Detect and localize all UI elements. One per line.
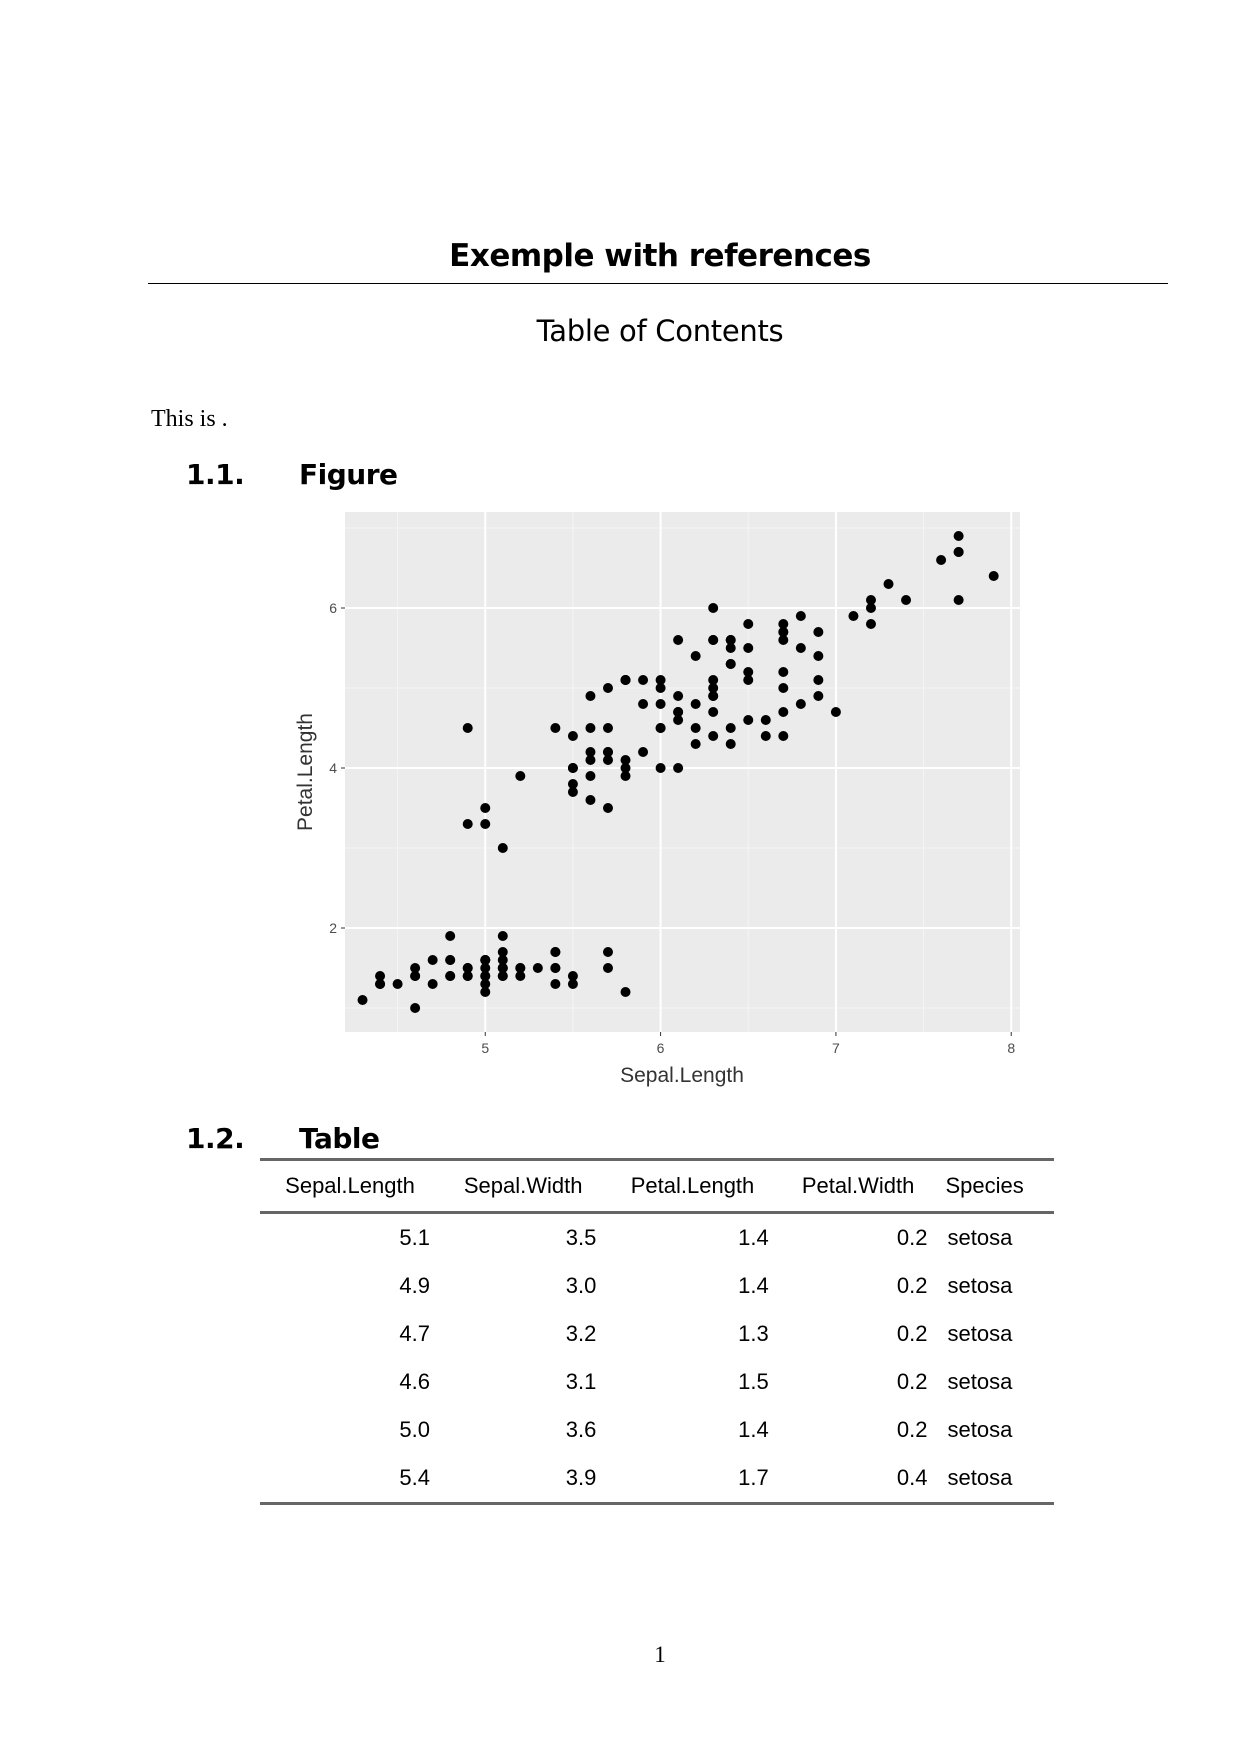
table-cell: 1.5 xyxy=(738,1369,769,1394)
table-cell: 3.5 xyxy=(565,1225,597,1250)
column-header: Petal.Length xyxy=(606,1160,778,1213)
table-row xyxy=(260,1310,1054,1358)
data-point xyxy=(726,739,736,749)
column-header: Petal.Width xyxy=(779,1160,938,1213)
data-point xyxy=(778,683,788,693)
column-header: Sepal.Width xyxy=(440,1160,606,1213)
document-title: Exemple with references xyxy=(449,238,871,274)
data-point xyxy=(445,931,455,941)
table-cell: 0.2 xyxy=(896,1321,928,1346)
table-cell: 3.1 xyxy=(565,1369,597,1394)
data-point xyxy=(954,595,964,605)
data-point xyxy=(884,579,894,589)
data-point xyxy=(621,675,631,685)
section-title-table: Table xyxy=(299,1122,380,1155)
data-point xyxy=(866,619,876,629)
table-cell: 1.7 xyxy=(738,1465,769,1490)
data-point xyxy=(568,979,578,989)
table-cell: setosa xyxy=(947,1369,1013,1394)
data-point xyxy=(603,803,613,813)
data-point xyxy=(621,763,631,773)
data-point xyxy=(638,675,648,685)
data-point xyxy=(673,715,683,725)
toc-heading: Table of Contents xyxy=(536,314,784,348)
table-cell: 4.7 xyxy=(399,1321,430,1346)
data-point xyxy=(936,555,946,565)
table-cell: 3.9 xyxy=(565,1465,597,1490)
data-point xyxy=(708,635,718,645)
table-cell: 1.4 xyxy=(738,1225,769,1250)
data-point xyxy=(691,723,701,733)
data-point xyxy=(796,611,806,621)
data-point xyxy=(866,603,876,613)
data-point xyxy=(550,963,560,973)
table-cell: 0.2 xyxy=(896,1225,928,1250)
table-cell: 0.2 xyxy=(896,1369,928,1394)
data-point xyxy=(691,651,701,661)
data-point xyxy=(515,963,525,973)
data-point xyxy=(603,947,613,957)
x-tick-label: 8 xyxy=(1007,1040,1016,1056)
data-point xyxy=(726,723,736,733)
data-point xyxy=(848,611,858,621)
data-point xyxy=(498,843,508,853)
data-point xyxy=(778,707,788,717)
data-point xyxy=(656,763,666,773)
data-point xyxy=(480,955,490,965)
y-tick-label: 4 xyxy=(329,760,337,776)
table-cell: 0.2 xyxy=(896,1417,928,1442)
table-row xyxy=(260,1262,1054,1310)
data-point xyxy=(358,995,368,1005)
data-point xyxy=(761,731,771,741)
data-point xyxy=(498,931,508,941)
data-point xyxy=(726,643,736,653)
table-row xyxy=(260,1454,1054,1504)
table-row xyxy=(260,1358,1054,1406)
table-header-row xyxy=(260,1160,1054,1213)
table-cell: 3.0 xyxy=(565,1273,597,1298)
data-point xyxy=(410,971,420,981)
data-point xyxy=(498,955,508,965)
data-point xyxy=(393,979,403,989)
table-row xyxy=(260,1406,1054,1454)
data-point xyxy=(603,723,613,733)
data-point xyxy=(673,691,683,701)
data-point xyxy=(585,691,595,701)
data-point xyxy=(831,707,841,717)
data-point xyxy=(463,723,473,733)
column-header: Sepal.Length xyxy=(260,1160,440,1213)
data-point xyxy=(708,707,718,717)
data-point xyxy=(954,531,964,541)
y-axis-title: Petal.Length xyxy=(294,713,317,831)
data-point xyxy=(813,675,823,685)
y-tick-label: 6 xyxy=(329,600,337,616)
data-point xyxy=(796,643,806,653)
data-point xyxy=(708,731,718,741)
data-point xyxy=(568,731,578,741)
data-point xyxy=(603,755,613,765)
data-point xyxy=(656,723,666,733)
data-point xyxy=(813,651,823,661)
data-point xyxy=(708,603,718,613)
data-point xyxy=(550,947,560,957)
data-point xyxy=(708,683,718,693)
data-point xyxy=(691,699,701,709)
table-cell: 5.1 xyxy=(399,1225,430,1250)
data-point xyxy=(743,619,753,629)
data-point xyxy=(796,699,806,709)
data-point xyxy=(656,683,666,693)
column-header: Species xyxy=(937,1160,1054,1213)
table-cell: setosa xyxy=(947,1465,1013,1490)
data-point xyxy=(428,979,438,989)
data-point xyxy=(673,763,683,773)
data-point xyxy=(568,763,578,773)
data-point xyxy=(638,747,648,757)
data-point xyxy=(410,1003,420,1013)
data-point xyxy=(463,971,473,981)
data-point xyxy=(550,723,560,733)
page-number: 1 xyxy=(654,1642,666,1667)
data-point xyxy=(621,987,631,997)
data-point xyxy=(813,691,823,701)
table-cell: 1.3 xyxy=(738,1321,769,1346)
data-point xyxy=(638,699,648,709)
data-point xyxy=(778,731,788,741)
table-cell: 4.9 xyxy=(399,1273,430,1298)
data-point xyxy=(691,739,701,749)
plot-panel xyxy=(345,512,1020,1032)
y-tick-label: 2 xyxy=(329,920,337,936)
table-cell: 0.2 xyxy=(896,1273,928,1298)
table-cell: setosa xyxy=(947,1321,1013,1346)
data-point xyxy=(656,699,666,709)
data-point xyxy=(375,979,385,989)
data-point xyxy=(480,819,490,829)
data-point xyxy=(743,715,753,725)
data-point xyxy=(954,547,964,557)
data-table xyxy=(260,1158,1054,1505)
data-point xyxy=(778,667,788,677)
table-cell: setosa xyxy=(947,1417,1013,1442)
table-cell: 5.0 xyxy=(399,1417,430,1442)
data-point xyxy=(568,787,578,797)
table-cell: 3.6 xyxy=(565,1417,597,1442)
data-point xyxy=(445,971,455,981)
data-point xyxy=(813,627,823,637)
data-point xyxy=(901,595,911,605)
data-point xyxy=(550,979,560,989)
data-point xyxy=(726,659,736,669)
table-cell: 4.6 xyxy=(399,1369,430,1394)
data-point xyxy=(585,747,595,757)
intro-text: This is . xyxy=(151,406,228,432)
data-point xyxy=(989,571,999,581)
x-tick-label: 5 xyxy=(481,1040,490,1056)
data-point xyxy=(761,715,771,725)
table-cell: setosa xyxy=(947,1225,1013,1250)
data-point xyxy=(585,771,595,781)
data-point xyxy=(515,771,525,781)
table-cell: 1.4 xyxy=(738,1417,769,1442)
table-row xyxy=(260,1213,1054,1263)
table-cell: 5.4 xyxy=(399,1465,430,1490)
x-tick-label: 7 xyxy=(832,1040,840,1056)
section-number-table: 1.2. xyxy=(186,1122,245,1155)
data-point xyxy=(445,955,455,965)
x-axis-title: Sepal.Length xyxy=(620,1064,744,1087)
data-point xyxy=(603,963,613,973)
data-point xyxy=(585,795,595,805)
data-point xyxy=(480,971,490,981)
data-point xyxy=(673,635,683,645)
section-title-figure: Figure xyxy=(299,458,398,491)
data-point xyxy=(743,643,753,653)
data-point xyxy=(463,819,473,829)
table-cell: 3.2 xyxy=(565,1321,597,1346)
data-point xyxy=(480,803,490,813)
section-number-figure: 1.1. xyxy=(186,458,245,491)
table-cell: 0.4 xyxy=(896,1465,928,1490)
data-point xyxy=(603,683,613,693)
data-point xyxy=(743,667,753,677)
data-point xyxy=(585,723,595,733)
data-point xyxy=(533,963,543,973)
data-point xyxy=(428,955,438,965)
x-tick-label: 6 xyxy=(656,1040,665,1056)
data-point xyxy=(778,627,788,637)
table-cell: 1.4 xyxy=(738,1273,769,1298)
table-cell: setosa xyxy=(947,1273,1013,1298)
